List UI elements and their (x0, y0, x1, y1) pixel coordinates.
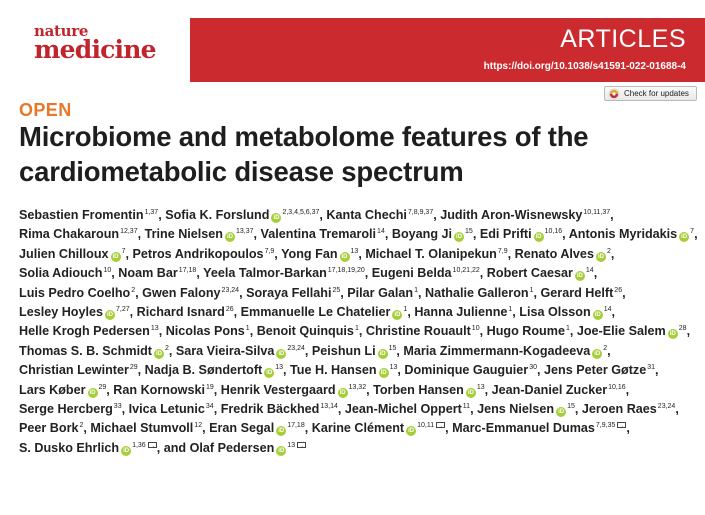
author-item[interactable]: Torben Hansen $iD^{13}$, (373, 382, 489, 397)
author-item[interactable]: Trine Nielsen iD$^{13,37}$, (144, 227, 258, 242)
article-type-banner (190, 18, 705, 82)
orcid-icon[interactable]: iD (669, 331, 676, 338)
author-item[interactable]: Marc-Emmanuel Dumas$^{7,9,35}$ , (452, 421, 630, 436)
author-affiliation: 34 (205, 403, 214, 411)
author-name: Yeela Talmor-Barkan (203, 266, 327, 281)
author-item[interactable]: Lisa Olsson $iD^{14}$, (519, 305, 615, 320)
author-item[interactable]: Jean-Daniel Zucker$^{10,16}$, (491, 382, 630, 397)
orcid-icon[interactable]: iD (278, 447, 285, 454)
author-name: Sofia K. Forslund (165, 208, 270, 222)
author-name: Tue H. Hansen (290, 363, 377, 378)
author-affiliation: 29 (98, 383, 107, 391)
author-item[interactable]: Maria Zimmermann-Kogadeeva $iD^2$, (403, 343, 611, 358)
author-name: Thomas S. B. Schmidt (19, 343, 152, 358)
orcid-icon[interactable]: iD (408, 428, 415, 435)
orcid-icon[interactable]: iD (227, 234, 234, 241)
author-name: Jean-Michel Oppert (344, 402, 462, 417)
author-item[interactable]: Pilar Galan$^1$, (347, 285, 422, 300)
author-item[interactable]: Nicolas Pons$^1$, (165, 324, 254, 339)
author-name: Serge Hercberg (19, 402, 113, 417)
orcid-icon[interactable]: iD (380, 370, 387, 377)
author-affiliation: 19 (205, 383, 214, 391)
author-name: Eugeni Belda (371, 266, 452, 281)
author-item[interactable]: Christine Rouault$^{10}$, (365, 324, 484, 339)
author-name: Gerard Helft (540, 285, 614, 300)
author-name: Jeroen Raes (581, 402, 657, 417)
journal-logo-medicine: medicine (34, 35, 156, 64)
email-icon[interactable] (148, 442, 157, 448)
author-affiliation: 17,18,19,20 (327, 267, 365, 275)
author-affiliation: 14 (377, 228, 385, 236)
author-item[interactable]: Gerard Helft$^{26}$, (540, 285, 626, 300)
check-for-updates-icon (608, 88, 620, 100)
author-affiliation: 15 (465, 228, 473, 236)
author-item[interactable]: Soraya Fellahi$^{25}$, (246, 285, 344, 300)
orcid-icon[interactable]: iD (112, 253, 119, 260)
author-affiliation: 10,21,22 (452, 267, 480, 275)
author-affiliation: 13 (350, 247, 359, 255)
author-name: Valentina Tremaroli (260, 227, 377, 242)
author-name: Hanna Julienne (414, 305, 508, 320)
author-name: Fredrik Bäckhed (220, 402, 320, 417)
orcid-icon[interactable]: iD (394, 312, 401, 319)
author-name: Michael T. Olanipekun (365, 246, 497, 261)
author-affiliation: 15 (567, 403, 575, 411)
author-affiliation: 13 (389, 364, 398, 372)
orcid-icon[interactable]: iD (456, 234, 463, 241)
author-name: Ran Kornowski (113, 382, 205, 397)
author-item[interactable]: S. Dusko Ehrlich iD$^{1,36}$ , (19, 440, 161, 455)
author-name: Christian Lewinter (19, 363, 129, 378)
author-item[interactable]: Kanta Chechi$^{7,8,9,37}$, (326, 208, 437, 222)
author-item[interactable]: Eran Segal iD$^{17,18}$, (209, 421, 309, 436)
author-item[interactable]: Joe-Elie Salem $iD^{28}$, (576, 324, 691, 339)
author-item[interactable]: Luis Pedro Coelho$^2$, (19, 285, 139, 300)
author-affiliation: 23,24 (221, 286, 240, 294)
author-affiliation: 23,24 (657, 403, 676, 411)
author-item[interactable]: Peishun Li $iD^{15}$, (311, 343, 400, 358)
author-item[interactable]: Eugeni Belda$^{10,21,22}$, (371, 266, 484, 281)
author-affiliation: 17,18 (287, 422, 305, 430)
author-name: Marc-Emmanuel Dumas (452, 421, 595, 436)
author-name: Maria Zimmermann-Kogadeeva (403, 343, 591, 358)
orcid-icon[interactable]: iD (594, 312, 601, 319)
author-affiliation: 25 (332, 286, 341, 294)
author-affiliation: 30 (529, 364, 538, 372)
orcid-icon[interactable]: iD (155, 350, 162, 357)
article-type-label: ARTICLES (560, 25, 686, 53)
author-name: Nicolas Pons (165, 324, 245, 339)
author-item[interactable]: Yeela Talmor-Barkan$^{17,18,19,20}$, (203, 266, 369, 281)
author-item[interactable]: Renato Alves $iD^2$, (514, 246, 615, 261)
author-name: Hugo Roume (486, 324, 565, 339)
author-affiliation: 7,9 (264, 247, 275, 255)
author-name: Yong Fan (281, 246, 338, 261)
author-affiliation: 28 (678, 325, 687, 333)
author-name: Peer Bork (19, 421, 79, 436)
author-name: Kanta Chechi (326, 208, 407, 222)
author-item[interactable]: Jean-Michel Oppert$^{11}$, (344, 402, 474, 417)
author-name: Rima Chakaroun (19, 227, 120, 242)
author-affiliation: 33 (113, 403, 122, 411)
author-item[interactable]: Emmanuelle Le Chatelier $iD^1$, (240, 305, 411, 320)
author-affiliation: 10,11 (417, 422, 435, 430)
author-affiliation: 2 (606, 247, 611, 255)
author-name: Christine Rouault (365, 324, 471, 339)
author-name: Trine Nielsen (144, 227, 224, 242)
author-item[interactable]: Hanna Julienne$^1$, (414, 305, 516, 320)
author-affiliation: 12,37 (120, 228, 138, 236)
email-icon[interactable] (617, 422, 626, 428)
author-affiliation: 7,9 (497, 247, 508, 255)
author-item[interactable]: Thomas S. B. Schmidt $iD^2$, (19, 343, 173, 358)
author-affiliation: 1 (354, 325, 359, 333)
author-name: Antonis Myridakis (568, 227, 678, 242)
orcid-icon[interactable]: iD (278, 350, 285, 357)
author-list: Sebastien Fromentin$^{1,37}$, Sofia K. Forslund iD$^{2,3,4,5,6,37}$, Kanta Chechi$^{7,8,9,37}$, Judith Aron-Wisnewsky$^{10,11,37}$, Rima Chakaroun$^{12,37}$, Trine Nielsen iD$^{13,37}$, Valentina Tremaroli$^{14}$, Boyang Ji $iD^{15}$, Edi Prifti iD$^{10,16}$, Antonis Myridakis $iD^7$, Julien Chilloux $iD^7$, Petros Andrikopoulos$^{7,9}$, Yong Fan $iD^{13}$, Michael T. Olanipekun$^{7,9}$, Renato Alves $iD^2$, Solia Adiouch$^{10}$, Noam Bar$^{17,18}$, Yeela Talmor-Barkan$^{17,18,19,20}$, Eugeni Belda$^{10,21,22}$, Robert Caesar $iD^{14}$, Luis Pedro Coelho$^2$, Gwen Falony$^{23,24}$, Soraya Fellahi$^{25}$, Pilar Galan$^1$, Nathalie Galleron$^1$, Gerard Helft$^{26}$, Lesley Hoyles iD$^{7,27}$, Richard Isnard$^{26}$, Emmanuelle Le Chatelier $iD^1$, Hanna Julienne$^1$, Lisa Olsson $iD^{14}$, Helle Krogh Pedersen$^{13}$, Nicolas Pons$^1$, Benoit Quinquis$^1$, Christine Rouault$^{10}$, Hugo Roume$^1$, Joe-Elie Salem $iD^{28}$, Thomas S. B. Schmidt $iD^2$, Sara Vieira-Silva iD$^{23,24}$, Peishun Li $iD^{15}$, Maria Zimmermann-Kogadeeva $iD^2$, Christian Lewinter$^{29}$, Nadja B. Søndertoft $iD^{13}$, Tue H. Hansen $iD^{13}$, Dominique Gauguier$^{30}$, Jens Peter Gøtze$^{31}$, Lars Køber $iD^{29}$, Ran Kornowski$^{19}$, Henrik Vestergaard iD$^{13,32}$, Torben Hansen $iD^{13}$, Jean-Daniel Zucker$^{10,16}$, Serge Hercberg$^{33}$, Ivica Letunic$^{34}$, Fredrik Bäckhed$^{13,14}$, Jean-Michel Oppert$^{11}$, Jens Nielsen $iD^{15}$, Jeroen Raes$^{23,24}$, Peer Bork$^2$, Michael Stumvoll$^{12}$, Eran Segal iD$^{17,18}$, Karine Clément iD$^{10,11}$ , Marc-Emmanuel Dumas$^{7,9,35}$ , S. Dusko Ehrlich iD$^{1,36}$ , and Olaf Pedersen $iD^{13}$ (19, 208, 698, 455)
author-name: Gwen Falony (142, 285, 221, 300)
check-for-updates-button[interactable] (604, 86, 697, 101)
author-affiliation: 7 (121, 247, 126, 255)
author-name: Solia Adiouch (19, 266, 103, 281)
author-item[interactable]: Boyang Ji $iD^{15}$, (391, 227, 477, 242)
author-name: Peishun Li (311, 343, 376, 358)
author-item[interactable]: Nadja B. Søndertoft $iD^{13}$, (144, 363, 287, 378)
author-item[interactable]: Dominique Gauguier$^{30}$, (404, 363, 541, 378)
author-name: Nathalie Galleron (425, 285, 529, 300)
author-affiliation: 13 (150, 325, 159, 333)
author-item[interactable]: Peer Bork$^2$, (19, 421, 87, 436)
orcid-icon[interactable]: iD (266, 370, 273, 377)
author-affiliation: 1 (529, 286, 534, 294)
author-item[interactable]: Ivica Letunic$^{34}$, (128, 402, 218, 417)
orcid-icon[interactable]: iD (594, 350, 601, 357)
author-name: Lisa Olsson (519, 305, 591, 320)
author-item[interactable]: Lesley Hoyles iD$^{7,27}$, (19, 305, 134, 320)
author-affiliation: 1,37 (144, 209, 159, 216)
author-name: Edi Prifti (479, 227, 532, 242)
author-affiliation: 13,14 (320, 403, 338, 411)
author-affiliation: 1 (245, 325, 250, 333)
orcid-icon[interactable]: iD (339, 389, 346, 396)
orcid-icon[interactable]: iD (576, 273, 583, 280)
email-icon[interactable] (436, 422, 445, 428)
author-affiliation: 10,11,37 (583, 209, 611, 216)
author-affiliation: 1 (403, 306, 408, 314)
author-name: Benoit Quinquis (256, 324, 354, 339)
author-affiliation: 14 (585, 267, 594, 275)
author-item[interactable]: Jeroen Raes$^{23,24}$, (581, 402, 679, 417)
author-name: Julien Chilloux (19, 246, 109, 261)
author-name: Richard Isnard (136, 305, 225, 320)
author-affiliation: 11 (462, 403, 471, 411)
author-affiliation: 13 (287, 441, 296, 449)
author-item[interactable]: Michael Stumvoll$^{12}$, (90, 421, 206, 436)
author-name: Ivica Letunic (128, 402, 205, 417)
orcid-icon[interactable]: iD (341, 253, 348, 260)
author-name: Sara Vieira-Silva (175, 343, 275, 358)
author-affiliation: 15 (388, 344, 397, 352)
orcid-icon[interactable]: iD (681, 234, 688, 241)
author-name: Olaf Pedersen (189, 440, 275, 455)
author-affiliation: 2 (79, 422, 84, 430)
author-affiliation: 13,37 (236, 228, 254, 236)
orcid-icon[interactable]: iD (558, 409, 565, 416)
author-name: Jens Nielsen (477, 402, 555, 417)
author-name: Pilar Galan (347, 285, 414, 300)
author-item[interactable]: Christian Lewinter$^{29}$, (19, 363, 142, 378)
journal-logo-nature: nature (34, 22, 89, 40)
author-affiliation: 13,32 (348, 383, 367, 391)
author-item[interactable]: Richard Isnard$^{26}$, (136, 305, 238, 320)
author-affiliation: 23,24 (287, 344, 305, 352)
author-affiliation: 13 (275, 364, 284, 372)
author-affiliation: 2 (164, 344, 169, 352)
author-item[interactable]: Serge Hercberg$^{33}$, (19, 402, 126, 417)
author-name: Torben Hansen (373, 382, 464, 397)
author-name: Eran Segal (209, 421, 275, 436)
article-title: Microbiome and metabolome features of the cardiometabolic disease spectrum (19, 121, 589, 187)
author-affiliation: 1 (414, 286, 418, 294)
author-name: Robert Caesar (486, 266, 573, 281)
author-affiliation: 17,18 (178, 267, 197, 275)
author-affiliation: 7,27 (116, 306, 130, 314)
check-for-updates-label: Check for updates (624, 89, 689, 98)
orcid-icon[interactable]: iD (273, 215, 280, 221)
author-item[interactable]: Rima Chakaroun$^{12,37}$, (19, 227, 142, 242)
author-name: Lars Køber (19, 382, 86, 397)
author-item[interactable]: Judith Aron-Wisnewsky$^{10,11,37}$, (440, 208, 614, 222)
author-affiliation: 14 (603, 306, 612, 314)
author-affiliation: 2 (603, 344, 608, 352)
author-affiliation: 29 (129, 364, 138, 372)
author-affiliation: 1 (508, 306, 513, 314)
author-item[interactable]: Nathalie Galleron$^1$, (425, 285, 537, 300)
author-name: Luis Pedro Coelho (19, 285, 131, 300)
author-item[interactable]: Yong Fan $iD^{13}$, (281, 246, 362, 261)
author-item[interactable]: Antonis Myridakis $iD^7$, (568, 227, 698, 242)
orcid-icon[interactable]: iD (535, 234, 542, 241)
author-name: S. Dusko Ehrlich (19, 440, 120, 455)
author-affiliation: 12 (194, 422, 203, 430)
author-affiliation: 10 (103, 267, 112, 275)
author-item[interactable]: Karine Clément iD$^{10,11}$ , (311, 421, 449, 436)
author-item[interactable]: Benoit Quinquis$^1$, (256, 324, 363, 339)
orcid-icon[interactable]: iD (89, 389, 96, 396)
author-item[interactable]: Valentina Tremaroli$^{14}$, (260, 227, 389, 242)
author-item[interactable]: Julien Chilloux $iD^7$, (19, 246, 129, 261)
author-item[interactable]: Tue H. Hansen $iD^{13}$, (290, 363, 401, 378)
author-item[interactable]: Solia Adiouch$^{10}$, (19, 266, 115, 281)
author-name: Michael Stumvoll (90, 421, 194, 436)
author-item[interactable]: Lars Køber $iD^{29}$, (19, 382, 110, 397)
author-name: Nadja B. Søndertoft (144, 363, 263, 378)
author-item[interactable]: Gwen Falony$^{23,24}$, (142, 285, 243, 300)
author-item[interactable]: Michael T. Olanipekun$^{7,9}$, (365, 246, 512, 261)
author-name: Jens Peter Gøtze (544, 363, 647, 378)
author-affiliation: 2,3,4,5,6,37 (282, 209, 320, 216)
journal-logo[interactable] (34, 24, 164, 62)
author-name: Helle Krogh Pedersen (19, 324, 150, 339)
author-name: Petros Andrikopoulos (132, 246, 264, 261)
author-affiliation: 26 (225, 306, 234, 314)
author-affiliation: 7 (690, 228, 695, 236)
author-item[interactable]: Robert Caesar $iD^{14}$, (486, 266, 598, 281)
author-name: Jean-Daniel Zucker (491, 382, 608, 397)
doi-link[interactable]: https://doi.org/10.1038/s41591-022-01688-4 (483, 61, 686, 72)
author-name: Karine Clément (311, 421, 405, 436)
author-affiliation: 10,16 (544, 228, 563, 236)
author-item[interactable]: Sebastien Fromentin$^{1,37}$, (19, 208, 162, 222)
email-icon[interactable] (297, 442, 306, 448)
orcid-icon[interactable]: iD (123, 447, 130, 454)
author-affiliation: 1,36 (132, 441, 146, 449)
author-item[interactable]: Sofia K. Forslund iD$^{2,3,4,5,6,37}$, (165, 208, 323, 222)
open-access-label: OPEN (19, 100, 72, 120)
author-name: Lesley Hoyles (19, 305, 104, 320)
author-affiliation: 7,9,35 (595, 422, 616, 430)
author-name: Boyang Ji (391, 227, 453, 242)
orcid-icon[interactable]: iD (467, 389, 474, 396)
author-name: Noam Bar (118, 266, 178, 281)
orcid-icon[interactable]: iD (379, 350, 386, 357)
author-name: Soraya Fellahi (246, 285, 332, 300)
author-item[interactable]: Hugo Roume$^1$, (486, 324, 574, 339)
author-name: Judith Aron-Wisnewsky (440, 208, 583, 222)
orcid-icon[interactable]: iD (278, 428, 285, 435)
author-item[interactable] (190, 441, 307, 455)
orcid-icon[interactable]: iD (107, 312, 114, 319)
author-name: Sebastien Fromentin (19, 208, 144, 222)
author-item[interactable]: Edi Prifti iD$^{10,16}$, (479, 227, 566, 242)
author-affiliation: 31 (647, 364, 656, 372)
author-name: Henrik Vestergaard (220, 382, 336, 397)
author-affiliation: 13 (476, 383, 485, 391)
author-affiliation: 1 (565, 325, 570, 333)
author-item[interactable]: Helle Krogh Pedersen$^{13}$, (19, 324, 163, 339)
author-item[interactable]: Fredrik Bäckhed$^{13,14}$, (220, 402, 342, 417)
author-affiliation: 10 (471, 325, 480, 333)
author-name: Dominique Gauguier (404, 363, 529, 378)
author-affiliation: 26 (614, 286, 623, 294)
author-item[interactable]: Sara Vieira-Silva iD$^{23,24}$, (175, 343, 309, 358)
author-item[interactable]: Jens Peter Gøtze$^{31}$, (544, 363, 659, 378)
author-name: Emmanuelle Le Chatelier (240, 305, 391, 320)
author-affiliation: 10,16 (608, 383, 626, 391)
author-item[interactable]: Jens Nielsen $iD^{15}$, (477, 402, 579, 417)
author-item[interactable]: Ran Kornowski$^{19}$, (113, 382, 218, 397)
author-affiliation: 7,8,9,37 (407, 209, 434, 216)
author-name: Renato Alves (514, 246, 594, 261)
author-item[interactable]: Noam Bar$^{17,18}$, (118, 266, 200, 281)
orcid-icon[interactable]: iD (597, 253, 604, 260)
author-name: Joe-Elie Salem (576, 324, 666, 339)
author-item[interactable]: Petros Andrikopoulos$^{7,9}$, (132, 246, 278, 261)
author-item[interactable]: Henrik Vestergaard iD$^{13,32}$, (220, 382, 370, 397)
author-affiliation: 2 (131, 286, 136, 294)
